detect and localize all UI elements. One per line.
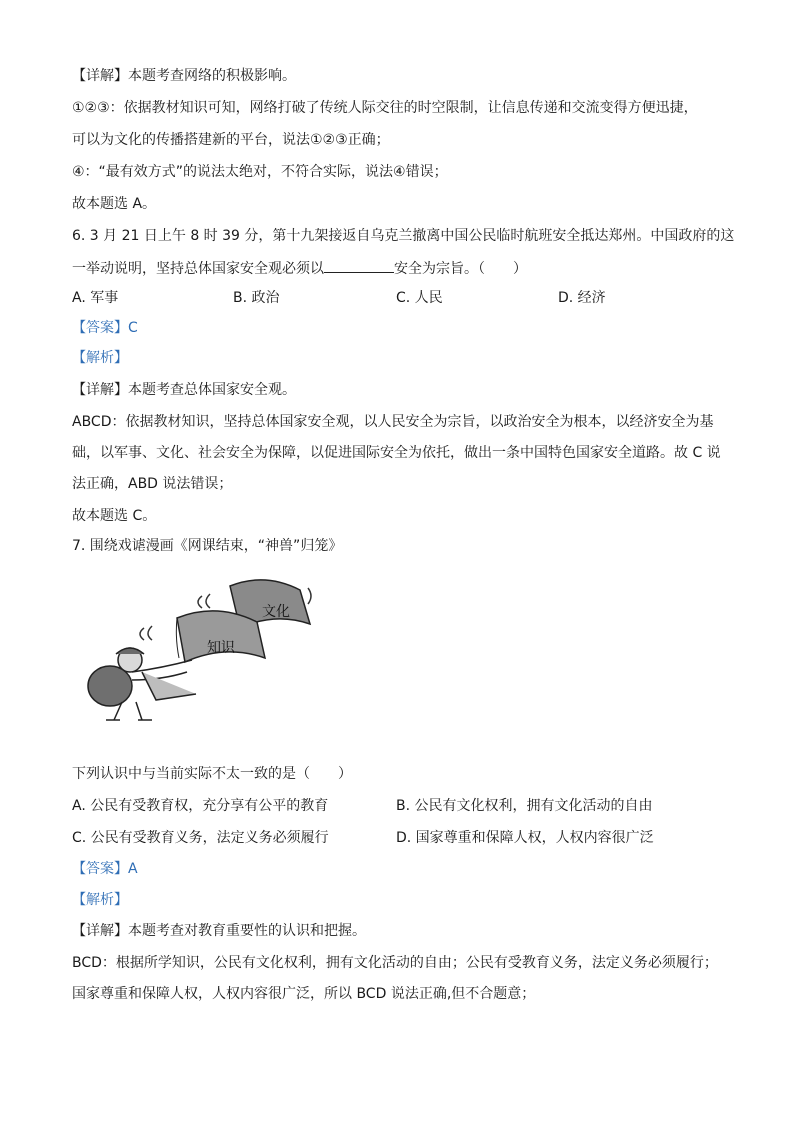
q7-explanation: 国家尊重和保障人权，人权内容很广泛，所以 BCD 说法正确,但不合题意； (72, 986, 536, 1002)
q6-option-d: D. 经济 (558, 290, 606, 306)
q6-option-b: B. 政治 (233, 290, 280, 306)
q7-option-c: C. 公民有受教育义务，法定义务必须履行 (72, 830, 329, 846)
q6-option-a: A. 军事 (72, 290, 119, 306)
q6-analysis-label: 【解析】 (72, 350, 128, 366)
q7-answer: 【答案】A (72, 861, 138, 877)
detail-line: 【详解】本题考查网络的积极影响。 (72, 68, 296, 84)
q6-stem-2 (72, 258, 527, 279)
q7-stem: 7. 围绕戏谑漫画《网课结束，“神兽”归笼》 (72, 538, 343, 554)
q7-analysis-label: 【解析】 (72, 892, 128, 908)
q6-conclusion: 故本题选 C。 (72, 508, 157, 524)
conclusion-line: 故本题选 A。 (72, 196, 157, 212)
q6-stem-part: 安全为宗旨。（ ） (394, 261, 527, 277)
book-label-knowledge: 知识 (207, 640, 235, 656)
q6-option-c: C. 人民 (396, 290, 443, 306)
q6-stem: 6. 3 月 21 日上午 8 时 39 分，第十九架接返自乌克兰撤离中国公民临时航班安全抵达郑州。中国政府的这 (72, 228, 735, 244)
q6-stem-part: 一举动说明，坚持总体国家安全观必须以 (72, 261, 324, 277)
q7-option-a: A. 公民有受教育权，充分享有公平的教育 (72, 798, 329, 814)
q6-detail: 【详解】本题考查总体国家安全观。 (72, 382, 296, 398)
q7-option-b: B. 公民有文化权利，拥有文化活动的自由 (396, 798, 653, 814)
explanation-line: ①②③：依据教材知识可知，网络打破了传统人际交往的时空限制，让信息传递和交流变得方便迅捷， (72, 100, 698, 116)
cartoon-image (72, 568, 342, 728)
explanation-line: ④：“最有效方式”的说法太绝对，不符合实际，说法④错误； (72, 164, 448, 180)
q7-option-d: D. 国家尊重和保障人权，人权内容很广泛 (396, 830, 654, 846)
q7-detail: 【详解】本题考查对教育重要性的认识和把握。 (72, 923, 366, 939)
q6-answer: 【答案】C (72, 320, 138, 336)
fill-blank (324, 258, 394, 273)
explanation-line: 可以为文化的传播搭建新的平台，说法①②③正确； (72, 132, 390, 148)
q7-question: 下列认识中与当前实际不太一致的是（ ） (72, 766, 352, 782)
book-label-culture: 文化 (262, 604, 290, 620)
q6-explanation: ABCD：依据教材知识，坚持总体国家安全观，以人民安全为宗旨，以政治安全为根本，以经济安全为基 (72, 414, 714, 430)
q6-explanation: 法正确，ABD 说法错误； (72, 476, 233, 492)
q7-explanation: BCD：根据所学知识，公民有文化权利，拥有文化活动的自由；公民有受教育义务，法定义务必须履行； (72, 955, 718, 971)
q6-explanation: 础，以军事、文化、社会安全为保障，以促进国际安全为依托，做出一条中国特色国家安全道路。故 C 说 (72, 445, 721, 461)
